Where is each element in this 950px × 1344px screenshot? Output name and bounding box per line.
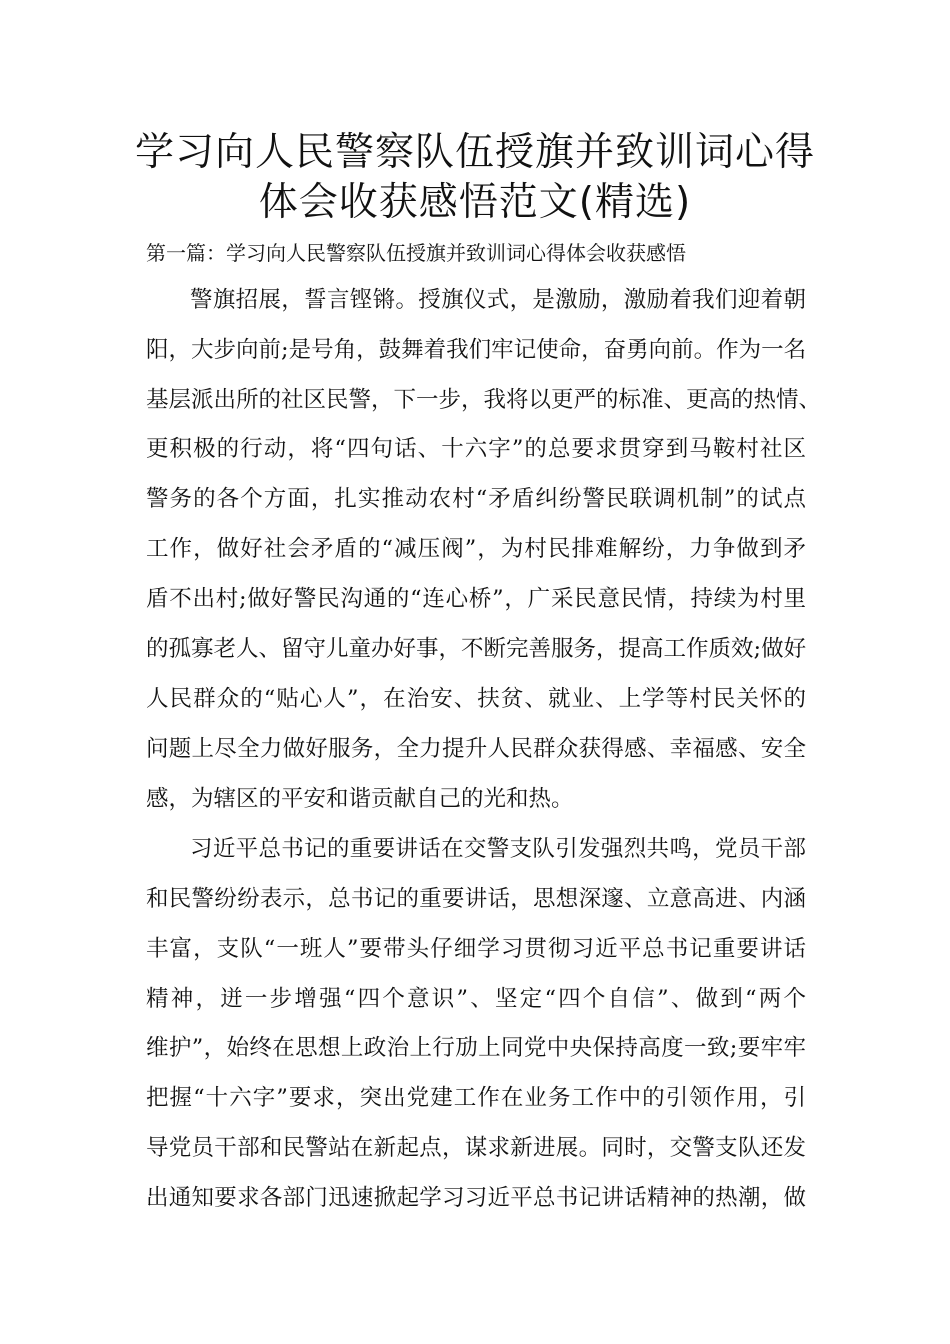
paragraph-1-line: 工作，做好社会矛盾的“减压阀”，为村民排难解纷，力争做到矛 — [146, 536, 806, 562]
paragraph-1-line: 警旗招展，誓言铿锵。授旗仪式，是激励，激励着我们迎着朝 — [190, 287, 806, 313]
paragraph-1-line: 阳，大步向前;是号角，鼓舞着我们牢记使命，奋勇向前。作为一名 — [146, 337, 807, 363]
document-title-line-2: 体会收获感悟范文(精选) — [258, 180, 692, 225]
paragraph-2-line: 导党员干部和民警站在新起点，谋求新进展。同时，交警支队还发 — [146, 1135, 806, 1161]
document-title-line-1: 学习向人民警察队伍授旗并致训词心得 — [134, 130, 815, 175]
paragraph-2-line: 习近平总书记的重要讲话在交警支队引发强烈共鸣，党员干部 — [190, 836, 806, 862]
document-subtitle: 第一篇：学习向人民警察队伍授旗并致训词心得体会收获感悟 — [146, 241, 686, 265]
paragraph-2-line: 把握“十六字”要求，突出党建工作在业务工作中的引领作用，引 — [146, 1085, 806, 1111]
paragraph-1-line: 感，为辖区的平安和谐贡献自己的光和热。 — [146, 786, 574, 812]
paragraph-2-line: 丰富，支队“一班人”要带头仔细学习贯彻习近平总书记重要讲话 — [146, 936, 806, 962]
paragraph-1-line: 盾不出村;做好警民沟通的“连心桥”，广采民意民情，持续为村里 — [146, 586, 806, 612]
paragraph-2-line: 维护”，始终在思想上政治上行劢上同党中央保持高度一致;要牢牢 — [146, 1035, 806, 1061]
paragraph-1-line: 问题上尽全力做好服务，全力提升人民群众获得感、幸福感、安全 — [146, 736, 806, 762]
paragraph-2-line: 出通知要求各部门迅速掀起学习习近平总书记讲话精神的热潮，做 — [146, 1185, 806, 1211]
paragraph-2-line: 和民警纷纷表示，总书记的重要讲话，思想深邃、立意高进、内涵 — [146, 886, 806, 912]
paragraph-1-line: 警务的各个方面，扎实推动农村“矛盾纠纷警民联调机制”的试点 — [146, 486, 806, 512]
paragraph-1-line: 基层派出所的社区民警，下一步，我将以更严的标准、更高的热情、 — [146, 387, 822, 413]
paragraph-1-line: 的孤寡老人、留守儿童办好事，不断完善服务，提高工作质效;做好 — [146, 636, 807, 662]
paragraph-1-line: 更积极的行动，将“四句话、十六字”的总要求贯穿到马鞍村社区 — [146, 436, 806, 462]
paragraph-1-line: 人民群众的“贴心人”，在治安、扶贫、就业、上学等村民关怀的 — [146, 686, 806, 712]
paragraph-2-line: 精神，迸一步增强“四个意识”、坚定“四个自信”、做到“两个 — [146, 986, 806, 1012]
